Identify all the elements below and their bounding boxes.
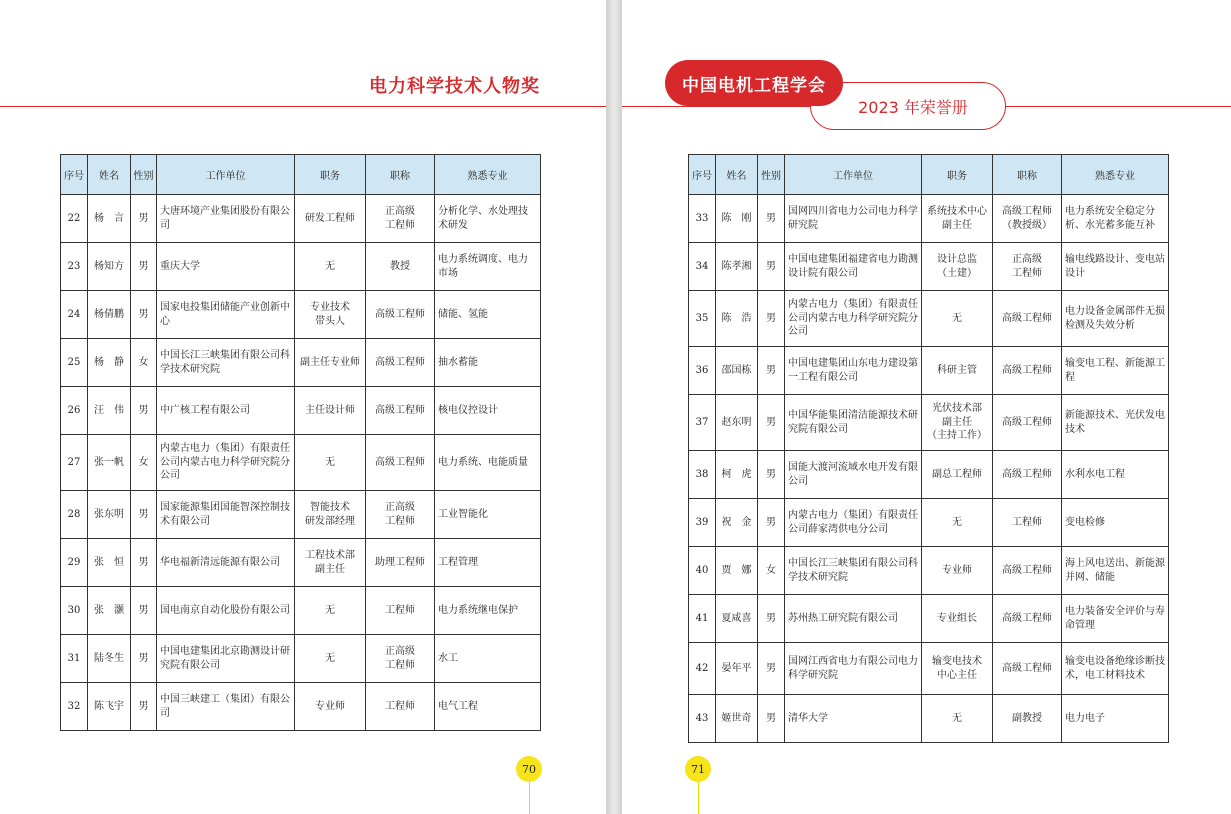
cell-title: 教授 bbox=[366, 243, 435, 291]
cell-expertise: 工业智能化 bbox=[435, 491, 541, 539]
cell-position: 系统技术中心 副主任 bbox=[922, 195, 993, 243]
cell-index: 33 bbox=[689, 195, 716, 243]
cell-expertise: 海上风电送出、新能源并网、储能 bbox=[1062, 547, 1169, 595]
header-rule bbox=[0, 106, 606, 107]
cell-position: 无 bbox=[295, 635, 366, 683]
cell-index: 30 bbox=[61, 587, 88, 635]
org-name-logo: 中国电机工程学会 bbox=[665, 60, 843, 106]
cell-index: 38 bbox=[689, 451, 716, 499]
cell-name: 陈孝湘 bbox=[716, 243, 758, 291]
cell-expertise: 电力装备安全评价与寿命管理 bbox=[1062, 595, 1169, 643]
table-row bbox=[61, 683, 541, 731]
cell-name: 杨 静 bbox=[88, 339, 131, 387]
table-row bbox=[689, 195, 1169, 243]
cell-index: 32 bbox=[61, 683, 88, 731]
table-row bbox=[689, 643, 1169, 695]
cell-title: 高级工程师 bbox=[993, 291, 1062, 347]
col-header-name: 姓名 bbox=[88, 155, 131, 195]
cell-title: 正高级 工程师 bbox=[993, 243, 1062, 291]
cell-gender: 女 bbox=[131, 435, 157, 491]
cell-position: 无 bbox=[922, 291, 993, 347]
cell-name: 邵国栋 bbox=[716, 347, 758, 395]
cell-employer: 苏州热工研究院有限公司 bbox=[785, 595, 922, 643]
section-title: 电力科学技术人物奖 bbox=[369, 76, 540, 97]
cell-title: 高级工程师 （教授级） bbox=[993, 195, 1062, 243]
cell-title: 正高级 工程师 bbox=[366, 195, 435, 243]
cell-expertise: 电力电子 bbox=[1062, 695, 1169, 743]
cell-gender: 男 bbox=[758, 195, 785, 243]
cell-name: 杨倩鹏 bbox=[88, 291, 131, 339]
cell-expertise: 分析化学、水处理技术研发 bbox=[435, 195, 541, 243]
cell-position: 无 bbox=[295, 587, 366, 635]
cell-name: 柯 虎 bbox=[716, 451, 758, 499]
page-number-line bbox=[529, 782, 530, 814]
col-header-index: 序号 bbox=[689, 155, 716, 195]
cell-expertise: 水利水电工程 bbox=[1062, 451, 1169, 499]
cell-employer: 内蒙古电力（集团）有限责任公司薛家湾供电分公司 bbox=[785, 499, 922, 547]
cell-name: 陆冬生 bbox=[88, 635, 131, 683]
col-header-position: 职务 bbox=[295, 155, 366, 195]
cell-index: 40 bbox=[689, 547, 716, 595]
col-header-expertise: 熟悉专业 bbox=[1062, 155, 1169, 195]
table-row bbox=[689, 595, 1169, 643]
cell-gender: 男 bbox=[131, 243, 157, 291]
col-header-title: 职称 bbox=[993, 155, 1062, 195]
cell-expertise: 水工 bbox=[435, 635, 541, 683]
cell-name: 晏年平 bbox=[716, 643, 758, 695]
table-row bbox=[689, 499, 1169, 547]
cell-position: 无 bbox=[295, 435, 366, 491]
cell-name: 汪 伟 bbox=[88, 387, 131, 435]
cell-index: 31 bbox=[61, 635, 88, 683]
cell-expertise: 新能源技术、光伏发电技术 bbox=[1062, 395, 1169, 451]
col-header-employer: 工作单位 bbox=[157, 155, 295, 195]
cell-position: 设计总监 （土建） bbox=[922, 243, 993, 291]
col-header-position: 职务 bbox=[922, 155, 993, 195]
cell-position: 主任设计师 bbox=[295, 387, 366, 435]
right-page bbox=[622, 0, 1231, 814]
cell-name: 赵东明 bbox=[716, 395, 758, 451]
cell-position: 研发工程师 bbox=[295, 195, 366, 243]
cell-position: 工程技术部 副主任 bbox=[295, 539, 366, 587]
cell-name: 张 恒 bbox=[88, 539, 131, 587]
cell-title: 高级工程师 bbox=[993, 643, 1062, 695]
cell-position: 智能技术 研发部经理 bbox=[295, 491, 366, 539]
cell-expertise: 工程管理 bbox=[435, 539, 541, 587]
cell-gender: 男 bbox=[758, 695, 785, 743]
cell-index: 27 bbox=[61, 435, 88, 491]
cell-expertise: 输变电工程、新能源工程 bbox=[1062, 347, 1169, 395]
cell-index: 26 bbox=[61, 387, 88, 435]
cell-index: 36 bbox=[689, 347, 716, 395]
cell-employer: 中广核工程有限公司 bbox=[157, 387, 295, 435]
cell-position: 专业技术 带头人 bbox=[295, 291, 366, 339]
left-page bbox=[0, 0, 606, 814]
col-header-index: 序号 bbox=[61, 155, 88, 195]
cell-index: 34 bbox=[689, 243, 716, 291]
col-header-employer: 工作单位 bbox=[785, 155, 922, 195]
cell-title: 工程师 bbox=[366, 587, 435, 635]
cell-expertise: 输变电设备绝缘诊断技术，电工材料技术 bbox=[1062, 643, 1169, 695]
page-number-badge: 70 bbox=[516, 756, 542, 782]
cell-expertise: 电力系统继电保护 bbox=[435, 587, 541, 635]
cell-gender: 女 bbox=[758, 547, 785, 595]
cell-index: 41 bbox=[689, 595, 716, 643]
cell-employer: 中国三峡建工（集团）有限公司 bbox=[157, 683, 295, 731]
table-header-row bbox=[689, 155, 1169, 195]
table-row bbox=[689, 695, 1169, 743]
table-body bbox=[689, 195, 1169, 743]
cell-index: 23 bbox=[61, 243, 88, 291]
cell-gender: 男 bbox=[758, 499, 785, 547]
cell-gender: 男 bbox=[131, 683, 157, 731]
cell-name: 祝 金 bbox=[716, 499, 758, 547]
cell-gender: 男 bbox=[758, 643, 785, 695]
table-row bbox=[61, 491, 541, 539]
cell-title: 工程师 bbox=[993, 499, 1062, 547]
cell-employer: 内蒙古电力（集团）有限责任公司内蒙古电力科学研究院分公司 bbox=[157, 435, 295, 491]
table-row bbox=[61, 435, 541, 491]
cell-gender: 男 bbox=[131, 491, 157, 539]
cell-employer: 中国华能集团清洁能源技术研究院有限公司 bbox=[785, 395, 922, 451]
cell-employer: 中国电建集团福建省电力勘测设计院有限公司 bbox=[785, 243, 922, 291]
table-row bbox=[61, 387, 541, 435]
col-header-expertise: 熟悉专业 bbox=[435, 155, 541, 195]
cell-position: 无 bbox=[922, 695, 993, 743]
cell-employer: 清华大学 bbox=[785, 695, 922, 743]
cell-expertise: 变电检修 bbox=[1062, 499, 1169, 547]
cell-gender: 男 bbox=[758, 395, 785, 451]
cell-title: 高级工程师 bbox=[993, 595, 1062, 643]
cell-title: 正高级 工程师 bbox=[366, 635, 435, 683]
cell-title: 高级工程师 bbox=[993, 451, 1062, 499]
table-row bbox=[689, 347, 1169, 395]
cell-expertise: 电力系统调度、电力市场 bbox=[435, 243, 541, 291]
cell-title: 正高级 工程师 bbox=[366, 491, 435, 539]
cell-name: 张一帆 bbox=[88, 435, 131, 491]
cell-gender: 男 bbox=[758, 451, 785, 499]
cell-position: 副总工程师 bbox=[922, 451, 993, 499]
table-row bbox=[61, 587, 541, 635]
cell-title: 高级工程师 bbox=[993, 347, 1062, 395]
table-row bbox=[61, 539, 541, 587]
page-number-badge: 71 bbox=[685, 756, 711, 782]
cell-title: 工程师 bbox=[366, 683, 435, 731]
table-row bbox=[689, 291, 1169, 347]
cell-gender: 女 bbox=[131, 339, 157, 387]
cell-employer: 内蒙古电力（集团）有限责任公司内蒙古电力科学研究院分公司 bbox=[785, 291, 922, 347]
cell-title: 高级工程师 bbox=[366, 435, 435, 491]
award-table-left bbox=[60, 154, 541, 731]
cell-name: 陈飞宇 bbox=[88, 683, 131, 731]
cell-title: 高级工程师 bbox=[993, 547, 1062, 595]
table-row bbox=[61, 339, 541, 387]
cell-employer: 国网江西省电力有限公司电力科学研究院 bbox=[785, 643, 922, 695]
table-row bbox=[61, 243, 541, 291]
cell-position: 副主任专业师 bbox=[295, 339, 366, 387]
cell-employer: 国家电投集团储能产业创新中心 bbox=[157, 291, 295, 339]
table-row bbox=[689, 243, 1169, 291]
cell-title: 助理工程师 bbox=[366, 539, 435, 587]
yearbook-title: 2023 年荣誉册 bbox=[810, 82, 1006, 130]
cell-gender: 男 bbox=[131, 539, 157, 587]
cell-name: 陈 刚 bbox=[716, 195, 758, 243]
cell-expertise: 电气工程 bbox=[435, 683, 541, 731]
col-header-name: 姓名 bbox=[716, 155, 758, 195]
cell-index: 42 bbox=[689, 643, 716, 695]
cell-index: 39 bbox=[689, 499, 716, 547]
cell-position: 专业组长 bbox=[922, 595, 993, 643]
cell-index: 28 bbox=[61, 491, 88, 539]
cell-position: 输变电技术 中心主任 bbox=[922, 643, 993, 695]
cell-expertise: 抽水蓄能 bbox=[435, 339, 541, 387]
page-number-line bbox=[698, 782, 699, 814]
cell-employer: 国能大渡河流域水电开发有限公司 bbox=[785, 451, 922, 499]
cell-gender: 男 bbox=[758, 243, 785, 291]
cell-expertise: 储能、氢能 bbox=[435, 291, 541, 339]
table-row bbox=[689, 451, 1169, 499]
cell-name: 姬世奇 bbox=[716, 695, 758, 743]
table-row bbox=[61, 291, 541, 339]
cell-name: 张 灏 bbox=[88, 587, 131, 635]
cell-title: 高级工程师 bbox=[993, 395, 1062, 451]
cell-index: 22 bbox=[61, 195, 88, 243]
cell-gender: 男 bbox=[758, 347, 785, 395]
cell-position: 无 bbox=[922, 499, 993, 547]
award-table-right bbox=[688, 154, 1169, 743]
cell-name: 夏咸喜 bbox=[716, 595, 758, 643]
cell-employer: 重庆大学 bbox=[157, 243, 295, 291]
cell-title: 高级工程师 bbox=[366, 387, 435, 435]
cell-expertise: 电力系统安全稳定分析、水光蓄多能互补 bbox=[1062, 195, 1169, 243]
cell-gender: 男 bbox=[131, 195, 157, 243]
cell-position: 科研主管 bbox=[922, 347, 993, 395]
cell-employer: 华电福新清远能源有限公司 bbox=[157, 539, 295, 587]
cell-employer: 中国电建集团山东电力建设第一工程有限公司 bbox=[785, 347, 922, 395]
cell-employer: 国网四川省电力公司电力科学研究院 bbox=[785, 195, 922, 243]
cell-name: 贾 娜 bbox=[716, 547, 758, 595]
cell-index: 24 bbox=[61, 291, 88, 339]
cell-title: 高级工程师 bbox=[366, 291, 435, 339]
cell-gender: 男 bbox=[131, 291, 157, 339]
cell-expertise: 核电仪控设计 bbox=[435, 387, 541, 435]
cell-title: 副教授 bbox=[993, 695, 1062, 743]
cell-employer: 中国长江三峡集团有限公司科学技术研究院 bbox=[785, 547, 922, 595]
col-header-title: 职称 bbox=[366, 155, 435, 195]
cell-employer: 中国电建集团北京勘测设计研究院有限公司 bbox=[157, 635, 295, 683]
cell-expertise: 电力设备金属部件无损检测及失效分析 bbox=[1062, 291, 1169, 347]
cell-expertise: 电力系统、电能质量 bbox=[435, 435, 541, 491]
table-row bbox=[61, 635, 541, 683]
cell-expertise: 输电线路设计、变电站设计 bbox=[1062, 243, 1169, 291]
cell-index: 25 bbox=[61, 339, 88, 387]
cell-name: 杨知方 bbox=[88, 243, 131, 291]
cell-index: 29 bbox=[61, 539, 88, 587]
cell-gender: 男 bbox=[758, 291, 785, 347]
cell-gender: 男 bbox=[131, 635, 157, 683]
cell-name: 陈 浩 bbox=[716, 291, 758, 347]
table-header-row bbox=[61, 155, 541, 195]
cell-index: 37 bbox=[689, 395, 716, 451]
cell-position: 专业师 bbox=[295, 683, 366, 731]
table-body bbox=[61, 195, 541, 731]
cell-index: 35 bbox=[689, 291, 716, 347]
cell-position: 专业师 bbox=[922, 547, 993, 595]
cell-position: 光伏技术部 副主任 （主持工作） bbox=[922, 395, 993, 451]
book-gutter bbox=[606, 0, 622, 814]
table-row bbox=[689, 547, 1169, 595]
table-row bbox=[689, 395, 1169, 451]
cell-name: 张东明 bbox=[88, 491, 131, 539]
cell-gender: 男 bbox=[758, 595, 785, 643]
cell-employer: 大唐环境产业集团股份有限公司 bbox=[157, 195, 295, 243]
cell-position: 无 bbox=[295, 243, 366, 291]
cell-gender: 男 bbox=[131, 387, 157, 435]
cell-gender: 男 bbox=[131, 587, 157, 635]
cell-employer: 国电南京自动化股份有限公司 bbox=[157, 587, 295, 635]
cell-title: 高级工程师 bbox=[366, 339, 435, 387]
cell-name: 杨 言 bbox=[88, 195, 131, 243]
cell-index: 43 bbox=[689, 695, 716, 743]
col-header-gender: 性别 bbox=[131, 155, 157, 195]
cell-employer: 国家能源集团国能智深控制技术有限公司 bbox=[157, 491, 295, 539]
table-row bbox=[61, 195, 541, 243]
cell-employer: 中国长江三峡集团有限公司科学技术研究院 bbox=[157, 339, 295, 387]
col-header-gender: 性别 bbox=[758, 155, 785, 195]
